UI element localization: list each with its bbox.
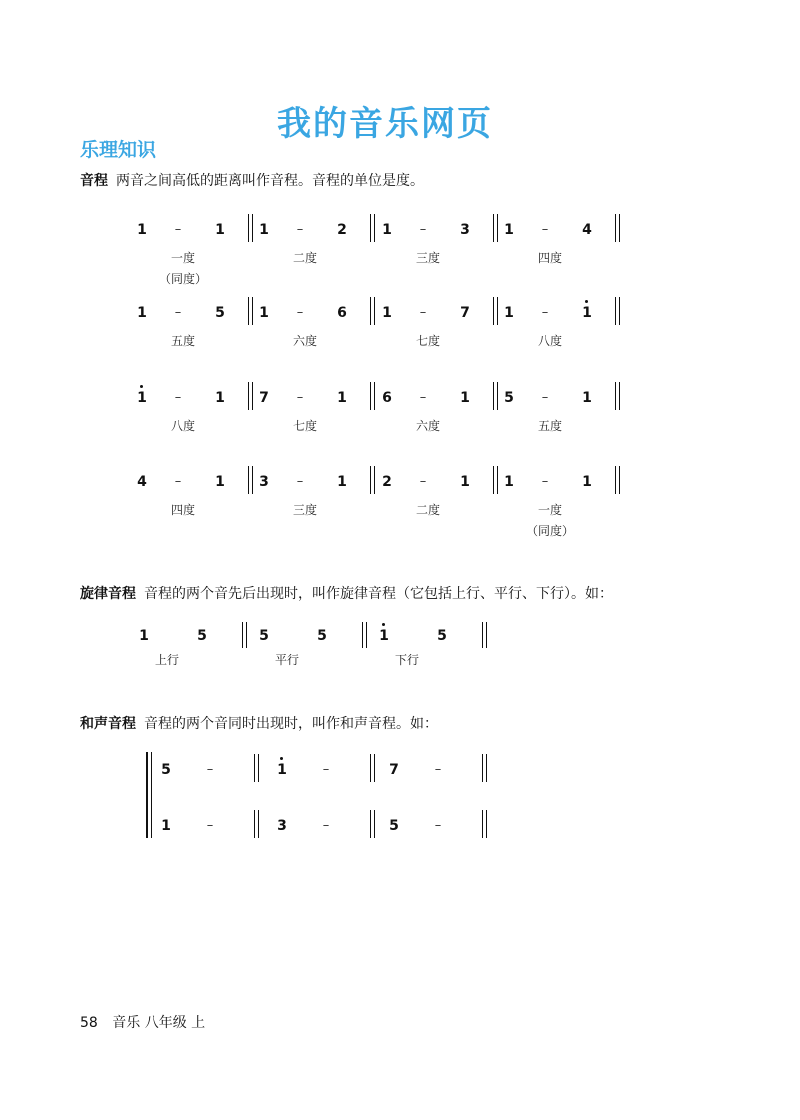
note: 1 — [504, 474, 514, 490]
barline — [615, 382, 616, 410]
dash: – — [174, 305, 182, 320]
definition-text: 两音之间高低的距离叫作音程。音程的单位是度。 — [116, 173, 424, 189]
dash: – — [434, 762, 442, 777]
note: 2 — [337, 222, 347, 238]
note: 1 — [582, 305, 592, 321]
barline — [493, 297, 494, 325]
note: 1 — [161, 818, 171, 834]
barline — [248, 382, 249, 410]
definition-harmonic — [80, 713, 438, 733]
barline — [615, 466, 616, 494]
note: 5 — [504, 390, 514, 406]
note: 4 — [137, 474, 147, 490]
note: 1 — [137, 222, 147, 238]
note: 7 — [460, 305, 470, 321]
dash: – — [541, 474, 549, 489]
page-footer — [80, 1012, 205, 1032]
note: 3 — [259, 474, 269, 490]
barline — [486, 622, 487, 648]
section-heading: 乐理知识 — [80, 139, 157, 161]
dash: – — [206, 818, 214, 833]
barline — [370, 382, 371, 410]
dash: – — [419, 222, 427, 237]
interval-label: 六度 — [415, 419, 440, 433]
dash: – — [541, 222, 549, 237]
barline — [248, 214, 249, 242]
note: 5 — [389, 818, 399, 834]
barline — [362, 622, 363, 648]
dash: – — [419, 390, 427, 405]
dash: – — [419, 474, 427, 489]
note: 1 — [460, 390, 470, 406]
barline — [366, 622, 367, 648]
note: 6 — [337, 305, 347, 321]
note: 7 — [259, 390, 269, 406]
note: 1 — [137, 390, 147, 406]
barline — [254, 810, 255, 838]
barline — [370, 214, 371, 242]
note: 5 — [437, 628, 447, 644]
barline — [486, 810, 487, 838]
note: 3 — [277, 818, 287, 834]
note: 1 — [379, 628, 389, 644]
interval-label: 七度 — [292, 419, 317, 433]
note: 1 — [460, 474, 470, 490]
interval-label: 六度 — [292, 334, 317, 348]
page-number: 58 — [80, 1015, 98, 1031]
barline — [493, 466, 494, 494]
note: 1 — [259, 222, 269, 238]
note: 1 — [504, 305, 514, 321]
book-title: 音乐 八年级 上 — [112, 1015, 206, 1031]
interval-sublabel: （同度） — [158, 272, 207, 286]
definition-interval — [80, 170, 424, 190]
note: 1 — [139, 628, 149, 644]
note: 1 — [382, 305, 392, 321]
interval-label: 二度 — [415, 503, 440, 517]
dash: – — [206, 762, 214, 777]
high-octave-dot — [140, 385, 143, 388]
barline — [619, 466, 620, 494]
note: 5 — [197, 628, 207, 644]
interval-label: 八度 — [170, 419, 195, 433]
term-melodic: 旋律音程 — [80, 586, 136, 602]
dash: – — [296, 305, 304, 320]
barline — [258, 754, 259, 782]
barline — [619, 297, 620, 325]
interval-label: 四度 — [170, 503, 195, 517]
barline — [248, 466, 249, 494]
note: 1 — [504, 222, 514, 238]
note: 5 — [161, 762, 171, 778]
barline — [370, 466, 371, 494]
definition-melodic — [80, 583, 613, 603]
interval-label: 三度 — [415, 251, 440, 265]
note: 1 — [382, 222, 392, 238]
harmonic-brace — [146, 752, 150, 838]
melodic-label: 上行 — [154, 653, 179, 667]
interval-label: 七度 — [415, 334, 440, 348]
barline — [370, 810, 371, 838]
dash: – — [322, 818, 330, 833]
interval-label: 三度 — [292, 503, 317, 517]
barline — [374, 810, 375, 838]
melodic-label: 下行 — [394, 653, 419, 667]
dash: – — [434, 818, 442, 833]
interval-label: 二度 — [292, 251, 317, 265]
definition-text: 音程的两个音同时出现时，叫作和声音程。如： — [144, 716, 438, 732]
dash: – — [296, 390, 304, 405]
barline — [615, 214, 616, 242]
interval-label: 五度 — [537, 419, 562, 433]
barline — [246, 622, 247, 648]
note: 5 — [215, 305, 225, 321]
barline — [370, 754, 371, 782]
note: 1 — [277, 762, 287, 778]
high-octave-dot — [280, 757, 283, 760]
interval-label: 四度 — [537, 251, 562, 265]
note: 1 — [215, 474, 225, 490]
barline — [248, 297, 249, 325]
note: 1 — [337, 474, 347, 490]
dash: – — [419, 305, 427, 320]
term-harmonic: 和声音程 — [80, 716, 136, 732]
barline — [486, 754, 487, 782]
barline — [482, 754, 483, 782]
interval-sublabel: （同度） — [525, 524, 574, 538]
barline — [619, 382, 620, 410]
note: 1 — [215, 222, 225, 238]
note: 7 — [389, 762, 399, 778]
dash: – — [296, 222, 304, 237]
note: 1 — [582, 474, 592, 490]
barline — [493, 214, 494, 242]
barline — [482, 810, 483, 838]
dash: – — [174, 390, 182, 405]
high-octave-dot — [585, 300, 588, 303]
interval-label: 五度 — [170, 334, 195, 348]
page-title: 我的音乐网页 — [277, 104, 493, 144]
dash: – — [322, 762, 330, 777]
note: 1 — [337, 390, 347, 406]
barline — [482, 622, 483, 648]
barline — [258, 810, 259, 838]
note: 2 — [382, 474, 392, 490]
brace-line — [151, 752, 152, 838]
barline — [493, 382, 494, 410]
note: 1 — [137, 305, 147, 321]
dash: – — [541, 305, 549, 320]
barline — [242, 622, 243, 648]
note: 1 — [259, 305, 269, 321]
note: 5 — [259, 628, 269, 644]
note: 6 — [382, 390, 392, 406]
note: 3 — [460, 222, 470, 238]
high-octave-dot — [382, 623, 385, 626]
definition-text: 音程的两个音先后出现时，叫作旋律音程（它包括上行、平行、下行）。如： — [144, 586, 613, 602]
note: 4 — [582, 222, 592, 238]
barline — [619, 214, 620, 242]
note: 1 — [215, 390, 225, 406]
note: 1 — [582, 390, 592, 406]
dash: – — [541, 390, 549, 405]
interval-label: 一度 — [170, 251, 195, 265]
dash: – — [174, 474, 182, 489]
dash: – — [174, 222, 182, 237]
term-interval: 音程 — [80, 173, 108, 189]
interval-label: 一度 — [537, 503, 562, 517]
interval-label: 八度 — [537, 334, 562, 348]
note: 5 — [317, 628, 327, 644]
barline — [254, 754, 255, 782]
barline — [615, 297, 616, 325]
barline — [370, 297, 371, 325]
melodic-label: 平行 — [274, 653, 299, 667]
barline — [374, 754, 375, 782]
dash: – — [296, 474, 304, 489]
